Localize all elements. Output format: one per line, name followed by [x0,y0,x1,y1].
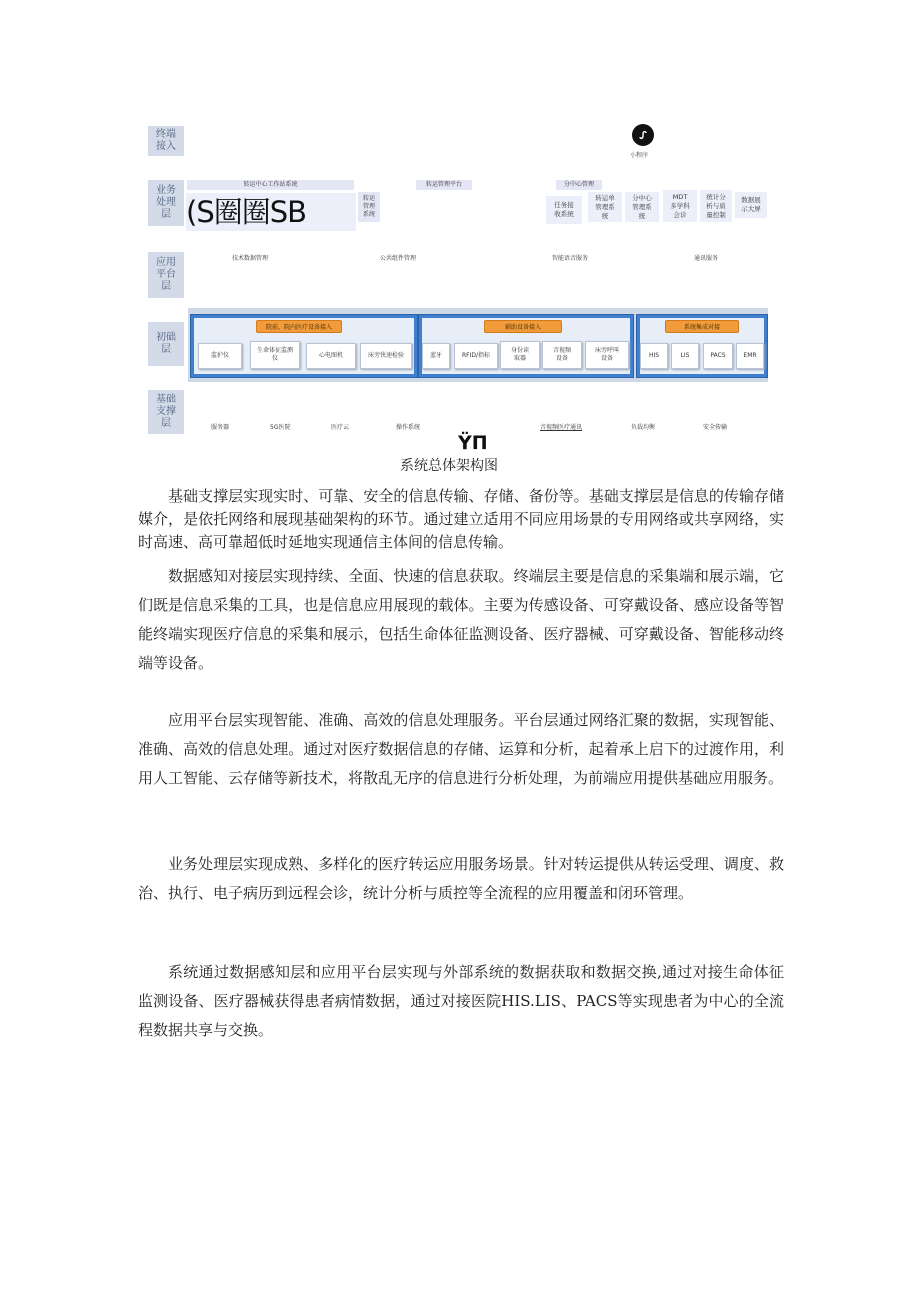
sub-center-system: 分中心 管理系 统 [625,192,659,222]
mdt-consultation: MDT 多学科 会诊 [663,190,697,222]
transfer-form-system: 转运单 管理系 统 [588,192,622,222]
device-box: 监护仪 [198,343,242,369]
layer-label-base: 初础 层 [148,322,184,366]
layer-label-business: 业务 处理 层 [148,180,184,226]
paragraph-text: 业务处理层实现成熟、多样化的医疗转运应用服务场景。针对转运提供从转运受理、调度、救治、执行、电子病历到远程会诊，统计分析与质控等全流程的应用覆盖和闭环管理。 [138,855,784,902]
support-item: 5G医院 [270,424,291,431]
device-box: 心电图机 [306,343,356,369]
support-item: 负载均衡 [631,424,656,431]
layer-label-platform: 应用 平台 层 [148,252,184,298]
paragraph-4 [138,850,784,908]
statistics-quality-control: 统计分 析与质 量控制 [700,190,732,222]
group-title: 系统集成对接 [665,320,739,333]
paragraph-1 [138,485,784,554]
paragraph-text: 系统通过数据感知层和应用平台层实现与外部系统的数据获取和数据交换,通过对接生命体征监测设备、医疗器械获得患者病情数据，通过对接医院HIS.LIS、PACS等实现患者为中心的全流程数据共享与交换。 [138,963,784,1039]
paragraph-text: 应用平台层实现智能、准确、高效的信息处理服务。平台层通过网络汇聚的数据，实现智能、准确、高效的信息处理。通过对医疗数据信息的存储、运算和分析，起着承上启下的过渡作用，利用人工智能、云存储等新技术，将散乱无序的信息进行分析处理，为前端应用提供基础应用服务。 [138,711,784,787]
support-item: 医疗云 [331,424,350,431]
support-item: 服务器 [211,424,230,431]
transfer-management-system: 转运 管理 系统 [358,192,380,222]
platform-item: 智能语音服务 [552,255,589,262]
paragraph-2 [138,562,784,678]
device-box: EMR [736,343,764,369]
transfer-management-platform: 转运管理平台 [416,180,472,190]
device-box: 生命体征监测 仪 [250,341,300,369]
support-item: 音视频医疗通讯 [540,424,583,431]
group-title: 院前、院内医疗设备接入 [256,320,342,333]
device-box: LIS [671,343,699,369]
platform-item: 技术数据管理 [232,255,269,262]
garbled-glyphs: ΫΠ [458,432,488,454]
paragraph-text: 基础支撑层实现实时、可靠、安全的信息传输、存储、备份等。基础支撑层是信息的传输存储媒介，是依托网络和展现基础架构的环节。通过建立适用不同应用场景的专用网络或共享网络，实时高速、高可靠超低时延地实现通信主体间的信息传输。 [138,487,784,551]
task-receive-system: 任务接 收系统 [546,196,582,224]
device-box: PACS [703,343,733,369]
platform-item: 公共组件管理 [380,255,417,262]
device-box: 蓝牙 [422,343,450,369]
device-box: HIS [640,343,668,369]
layer-label-terminal: 终端 接入 [148,126,184,156]
device-box: 床旁快速检验 [360,343,412,369]
layer-label-support: 基础 支撑 层 [148,390,184,434]
platform-item: 通讯服务 [694,255,719,262]
device-box: 身份读 取器 [500,341,540,369]
paragraph-5 [138,958,784,1045]
mini-program-label: 小程序 [630,152,649,159]
data-display-screen: 数据展 示大屏 [735,192,767,218]
paragraph-text: 数据感知对接层实现持续、全面、快速的信息获取。终端层主要是信息的采集端和展示端，它们既是信息采集的工具，也是信息应用展现的载体。主要为传感设备、可穿戴设备、感应设备等智能终端实现医疗信息的采集和展示，包括生命体征监测设备、医疗器械、可穿戴设备、智能移动终端等设备。 [138,567,784,672]
transfer-center-workstation: 转运中心工作站系统 [187,180,354,190]
device-box: 音视频 设备 [542,341,582,369]
support-item: 安全传输 [703,424,728,431]
garbled-logo-text: (S圈圈SB [186,193,356,231]
support-item: 操作系统 [396,424,421,431]
mini-program-icon [632,124,654,146]
diagram-caption: 系统总体架构图 [400,458,498,474]
sub-center-management: 分中心管理 [556,180,602,190]
group-title: 辅助设备接入 [484,320,562,333]
device-box: RFID/指标 [454,343,498,369]
device-box: 床旁呼叫 设备 [585,341,629,369]
paragraph-3 [138,706,784,793]
